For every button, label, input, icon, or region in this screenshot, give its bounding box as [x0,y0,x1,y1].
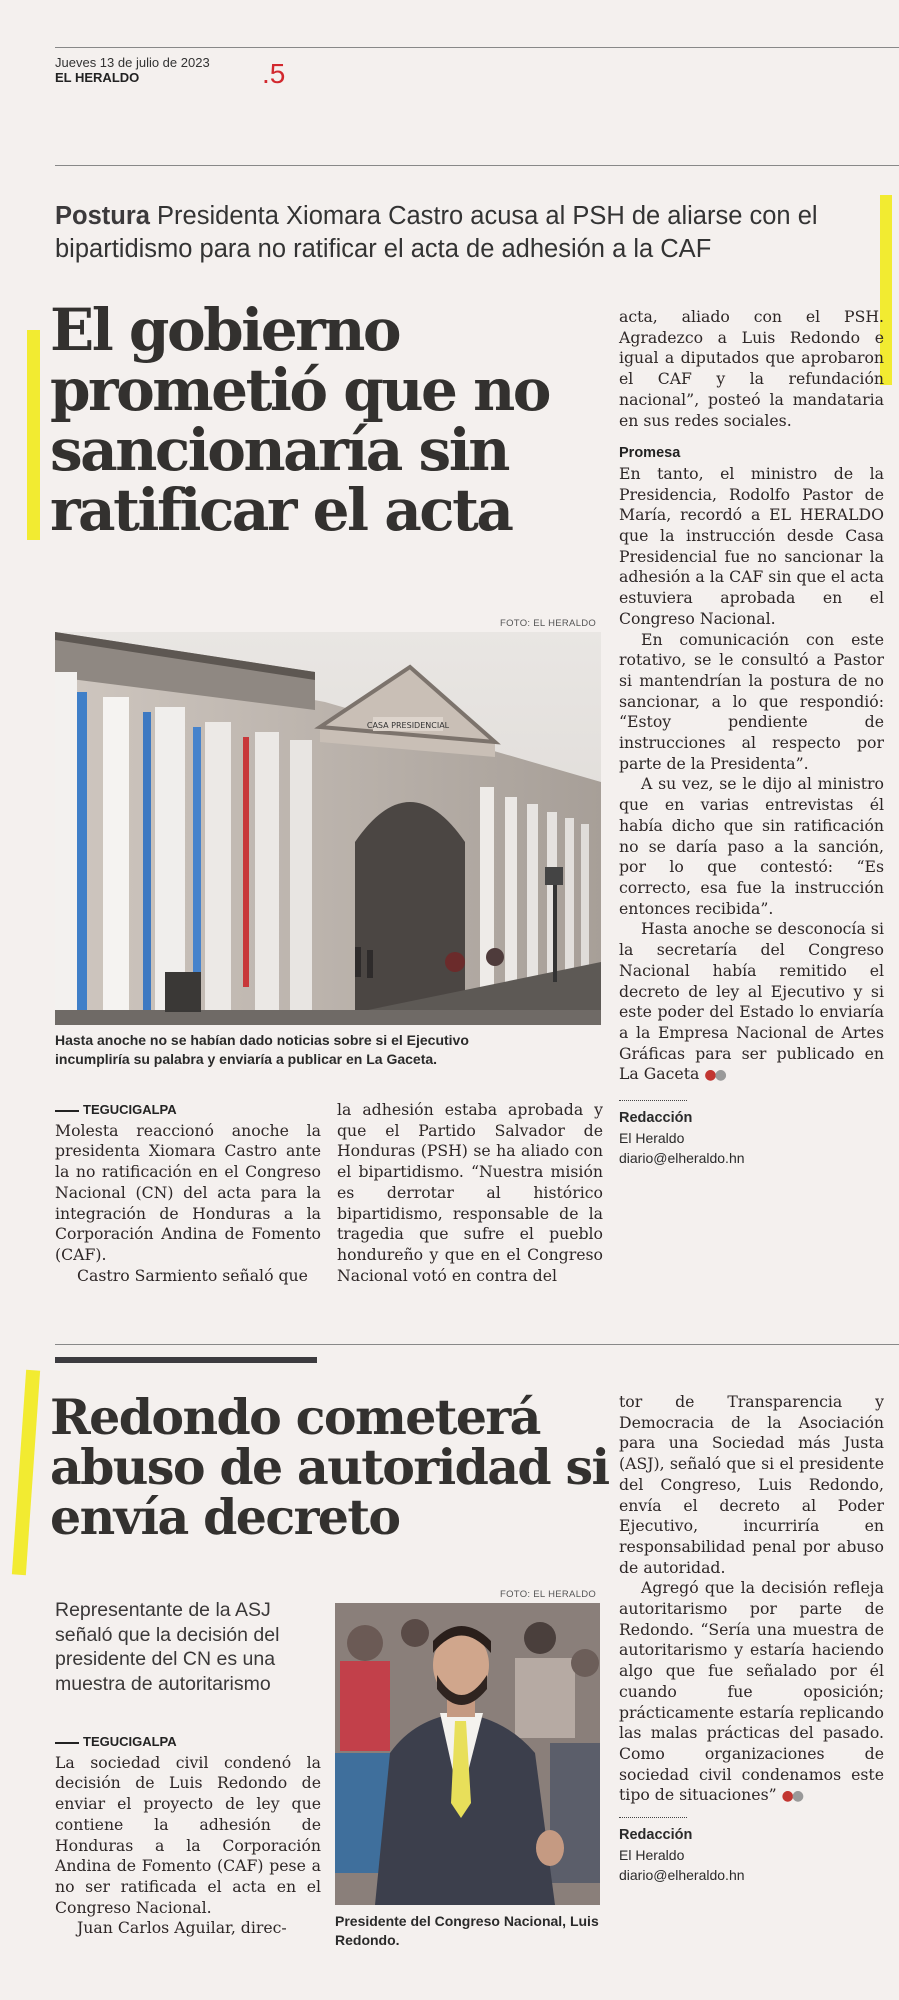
article1-column-1 [55,1100,321,1286]
signature-paper: El Heraldo [619,1847,685,1864]
paragraph [619,919,884,1086]
article1-signature [619,1100,884,1168]
paragraph: Molesta reaccionó anoche la presidenta Xiomara Castro ante la no ratificación en el Congreso Nacional (CN) del acta para la integración de Honduras a la Corporación Andina de Fomento (CAF). [55,1120,321,1264]
dateline-text: TEGUCIGALPA [83,1102,177,1117]
article1-dateline [55,1100,321,1121]
paragraph-text: Hasta anoche se desconocía si la secretaría del Congreso Nacional había remitido el decreto de ley al Ejecutivo y si este poder del Estado lo enviaría a la Empresa Nacional de Artes Gráficas para ser publicado en La Gaceta [619,919,884,1084]
kicker-text: Presidenta Xiomara Castro acusa al PSH de aliarse con el bipartidismo para no ratificar el acta de adhesión a la CAF [55,202,818,263]
paragraph: En tanto, el ministro de la Presidencia, Rodolfo Pastor de María, recordó a EL HERALDO que la instrucción desde Casa Presidencial fue no sancionar la adhesión a la CAF sin que el acta estuviera aprobada en el Congreso Nacional. [619,463,884,628]
paragraph: tor de Transparencia y Democracia de la Asociación para una Sociedad más Justa (ASJ), señaló que si el presidente del Congreso, Luis Redondo, envía el decreto al Poder Ejecutivo, incurriría en responsabilidad penal por abuso de autoridad. [619,1392,884,1577]
article1-kicker [55,200,890,266]
article2-column-3 [619,1392,884,1885]
paragraph: A su vez, se le dijo al ministro que en varias entrevistas él había dicho que sin ratificación no se daría paso a la sanción, por lo que contestó: “Es correcto, esa fue la instrucción entonces recibida”. [619,774,884,918]
building-illustration [55,632,601,1025]
paragraph-text: Agregó que la decisión refleja autoritarismo por parte de Redondo. “Sería una muestra de autoritarismo y estaría haciendo algo que fue señalado por él cuando fue oposición; prácticamente estaría replicando las malas prácticas del pasado. Como organizaciones de sociedad civil condenamos este tipo de situaciones” [619,1578,884,1805]
paragraph: la adhesión estaba aprobada y que el Partido Salvador de Honduras (PSH) se ha aliado con el bipartidismo. “Nuestra misión es derrotar al histórico bipartidismo, responsable de la tragedia que sufre el pueblo hondureño y que en el Congreso Nacional votó en contra del [337,1100,603,1285]
signature-role: Redacción [619,1110,693,1127]
paper-name: EL HERALDO [55,70,140,85]
signature-email: diario@elheraldo.hn [619,1867,745,1884]
signature-role: Redacción [619,1827,693,1844]
article2-photo-caption: Presidente del Congreso Nacional, Luis Redondo. [335,1913,599,1948]
building-sign: CASA PRESIDENCIAL [366,721,450,730]
article2-column-1 [55,1732,321,1939]
highlighter-mark [12,1370,40,1575]
signature-paper: El Heraldo [619,1130,685,1147]
article1-column-3 [619,307,884,1168]
signature-divider [619,1100,687,1101]
dateline-dash [55,1742,79,1744]
dateline-text: TEGUCIGALPA [83,1734,177,1749]
article1-headline: El gobierno prometió que no sancionaría sin ratificar el acta [50,296,549,544]
kicker-label: Postura [55,202,150,230]
photo-credit: FOTO: EL HERALDO [500,618,597,629]
article2-deck: Representante de la ASJ señaló que la decisión del presidente del CN es una muestra de autoritarismo [55,1599,280,1695]
luis-redondo-photo [335,1603,600,1905]
portrait-illustration [335,1603,600,1905]
casa-presidencial-photo [55,632,601,1025]
end-mark-icon: ●● [704,1067,725,1084]
article2-top-bar [55,1357,317,1363]
article2-signature [619,1817,884,1885]
top-rule [55,47,899,48]
end-mark-icon: ●● [781,1788,803,1805]
highlighter-mark [27,330,40,540]
dateline-dash [55,1110,79,1112]
paragraph [619,1578,884,1807]
signature-divider [619,1817,687,1818]
article2-headline: Redondo cometerá abuso de autoridad si envía decreto [50,1388,609,1546]
signature-email: diario@elheraldo.hn [619,1150,745,1167]
page-number: .5 [262,58,286,89]
subheading-promesa: Promesa [619,445,681,462]
article2-dateline [55,1732,321,1753]
paragraph: La sociedad civil condenó la decisión de Luis Redondo de enviar el proyecto de ley que contiene la adhesión de Honduras a la Corporación Andina de Fomento (CAF) pese a no ser ratificada el acta en el Congreso Nacional. [55,1752,321,1917]
header-rule [55,165,899,166]
paragraph: Castro Sarmiento señaló que [77,1265,308,1285]
paragraph: Juan Carlos Aguilar, direc- [77,1918,287,1938]
article1-column-2 [337,1100,603,1286]
section-rule [55,1344,899,1345]
photo-credit: FOTO: EL HERALDO [500,1589,597,1600]
paragraph: acta, aliado con el PSH. Agradezco a Luis Redondo e igual a diputados que aprobaron el CAF y la refundación nacional”, posteó la mandataria en sus redes sociales. [619,307,884,430]
article1-photo-caption: Hasta anoche no se habían dado noticias sobre si el Ejecutivo incumpliría su palabra y enviaría a publicar en La Gaceta. [55,1032,469,1067]
paragraph: En comunicación con este rotativo, se le consultó a Pastor si mantendrían la postura de no sancionar, a lo que respondió: “Estoy pendiente de instrucciones al respecto por parte de la Presidenta”. [619,629,884,773]
issue-date: Jueves 13 de julio de 2023 [55,55,210,70]
